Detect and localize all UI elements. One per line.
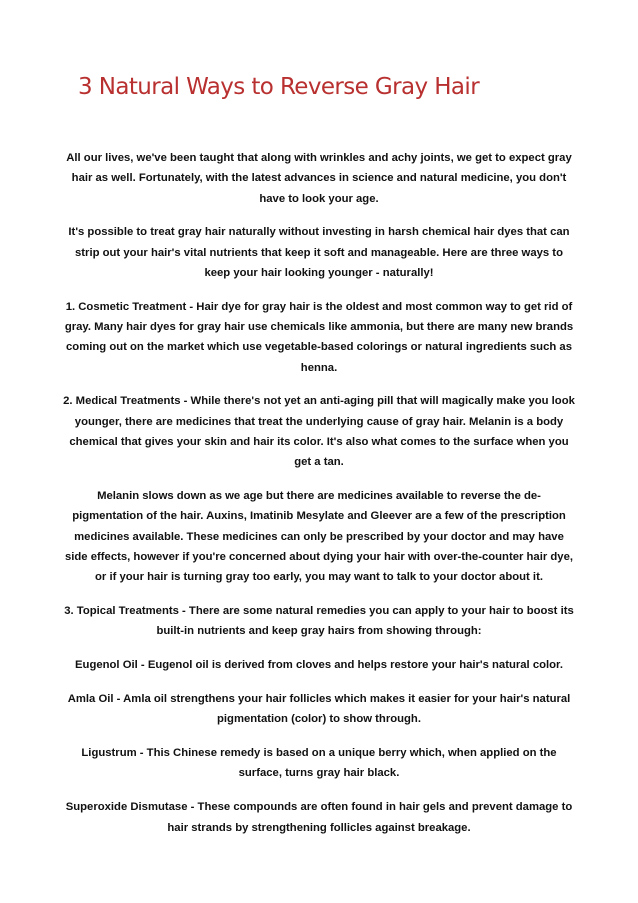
document-title: 3 Natural Ways to Reverse Gray Hair — [78, 74, 480, 100]
paragraph-cosmetic-treatment: 1. Cosmetic Treatment - Hair dye for gray hair is the oldest and most common way to get rid of gray. Many hair dyes for gray hair use chemicals like ammonia, but there are many new brands coming out on the market which use vegetable-based colorings or natural ingredients such as henna. — [64, 300, 574, 374]
paragraph-topical-treatments: 3. Topical Treatments - There are some natural remedies you can apply to your hair to boost its built-in nutrients and keep gray hairs from showing through: — [64, 605, 574, 638]
paragraph-ligustrum: Ligustrum - This Chinese remedy is based on a unique berry which, when applied on the surface, turns gray hair black. — [81, 747, 557, 780]
paragraph-treat-naturally: It's possible to treat gray hair naturally without investing in harsh chemical hair dyes that can strip out your hair's vital nutrients that keep it soft and manageable. Here are three ways to keep your hair looking younger - naturally! — [68, 226, 570, 279]
paragraph-melanin: Melanin slows down as we age but there are medicines available to reverse the de-pigmentation of the hair. Auxins, Imatinib Mesylate and Gleever are a few of the prescription medicines available. These medicines can only be prescribed by your doctor and may have side effects, however if you're concerned about dying your hair with over-the-counter hair dye, or if your hair is turning gray too early, you may want to talk to your doctor about it. — [64, 490, 573, 584]
paragraph-superoxide-dismutase: Superoxide Dismutase - These compounds are often found in hair gels and prevent damage to hair strands by strengthening follicles against breakage. — [65, 801, 573, 834]
paragraph-eugenol-oil: Eugenol Oil - Eugenol oil is derived from cloves and helps restore your hair's natural color. — [75, 659, 563, 672]
paragraph-intro: All our lives, we've been taught that along with wrinkles and achy joints, we get to expect gray hair as well. Fortunately, with the latest advances in science and natural medicine, you don't have to look your age. — [66, 152, 572, 205]
paragraph-amla-oil: Amla Oil - Amla oil strengthens your hair follicles which makes it easier for your hair's natural pigmentation (color) to show through. — [67, 693, 571, 726]
paragraph-medical-treatments: 2. Medical Treatments - While there's not yet an anti-aging pill that will magically make you look younger, there are medicines that treat the underlying cause of gray hair. Melanin is a body chemical that gives your skin and hair its color. It's also what comes to the surface when you get a tan. — [63, 395, 575, 469]
document-body — [62, 148, 576, 851]
